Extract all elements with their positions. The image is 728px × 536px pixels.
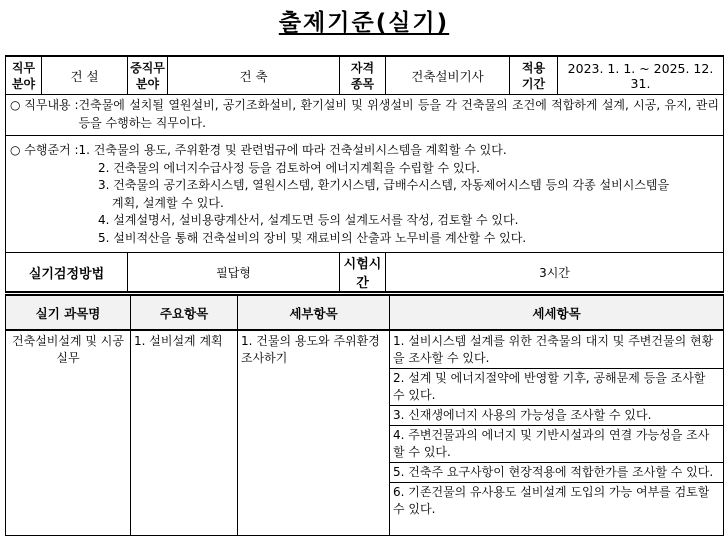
column-header-sub-item: 세부항목	[238, 295, 390, 330]
info-header-row	[6, 56, 724, 95]
table-row	[6, 330, 724, 536]
standards-row	[6, 136, 724, 253]
sub-item: 1. 건물의 용도와 주위환경 조사하기	[238, 330, 390, 536]
duty-lead: ○ 직무내용 :	[10, 98, 79, 112]
method-value: 필답형	[128, 253, 340, 293]
standards-lead: ○ 수행준거 :	[10, 143, 79, 157]
main-item: 1. 설비설계 계획	[131, 330, 238, 536]
page-title: 출제기준(실기)	[278, 10, 450, 36]
field-value: 건 설	[42, 56, 128, 95]
detail-item: 3. 신재생에너지 사용의 가능성을 조사할 수 있다.	[393, 408, 652, 422]
standard-item: 5. 설비적산을 통해 건축설비의 장비 및 재료비의 산출과 노무비를 계산할 수 있다.	[98, 230, 527, 245]
cert-label: 자격 종목	[340, 56, 386, 95]
column-header-detail-item: 세세항목	[390, 295, 724, 330]
subject-table	[5, 294, 724, 536]
duty-row	[6, 95, 724, 136]
standard-item-wrap: 계획, 설계할 수 있다.	[112, 195, 224, 210]
period-label: 적용 기간	[510, 56, 558, 95]
column-header-subject: 실기 과목명	[6, 295, 131, 330]
qualification-info-table	[5, 55, 724, 293]
detail-item: 2. 설계 및 에너지절약에 반영할 기후, 공해문제 등을 조사할 수 있다.	[393, 371, 706, 402]
standard-item: 4. 설계설명서, 설비용량계산서, 설계도면 등의 설계도서를 작성, 검토할 수 있다.	[98, 213, 519, 227]
subject-name: 건축설비설계 및 시공실무	[6, 330, 131, 536]
standard-item: 1. 건축물의 용도, 주위환경 및 관련법규에 따라 건축설비시스템을 계획할 수 있다.	[78, 143, 507, 157]
duty-description	[10, 97, 719, 132]
subject-table-header	[6, 295, 724, 330]
detail-item: 4. 주변건물과의 에너지 및 기반시설과의 연결 가능성을 조사할 수 있다.	[393, 428, 710, 459]
subfield-label: 중직무 분야	[128, 56, 168, 95]
standard-item: 2. 건축물의 에너지수급사정 등을 검토하여 에너지계획을 수립할 수 있다.	[98, 160, 480, 175]
method-label: 실기검정방법	[6, 253, 128, 293]
detail-item: 5. 건축주 요구사항이 현장적용에 적합한가를 조사할 수 있다.	[393, 465, 714, 479]
column-header-main-item: 주요항목	[131, 295, 238, 330]
field-label: 직무 분야	[6, 56, 42, 95]
standard-item: 3. 건축물의 공기조화시스템, 열원시스템, 환기시스템, 급배수시스템, 자동제어시스템 등의 각종 설비시스템을 계획, 설계할 수 있다.	[10, 177, 719, 212]
standards-first-line	[10, 142, 719, 160]
duty-text: 건축물에 설치될 열원설비, 공기조화설비, 환기설비 및 위생설비 등을 각 건축물의 조건에 적합하게 설계, 시공, 유지, 관리 등을 수행하는 직무이다.	[78, 98, 719, 130]
subfield-value: 건 축	[168, 56, 340, 95]
time-value: 3시간	[386, 253, 724, 293]
method-row	[6, 253, 724, 293]
detail-item: 6. 기존건물의 유사용도 설비설계 도입의 가능 여부를 검토할 수 있다.	[393, 485, 710, 516]
period-value: 2023. 1. 1. ~ 2025. 12. 31.	[558, 56, 724, 95]
detail-items	[390, 330, 724, 536]
time-label: 시험시간	[340, 253, 386, 293]
cert-value: 건축설비기사	[386, 56, 510, 95]
detail-item: 1. 설비시스템 설계를 위한 건축물의 대지 및 주변건물의 현황을 조사할 수 있다.	[393, 334, 714, 365]
